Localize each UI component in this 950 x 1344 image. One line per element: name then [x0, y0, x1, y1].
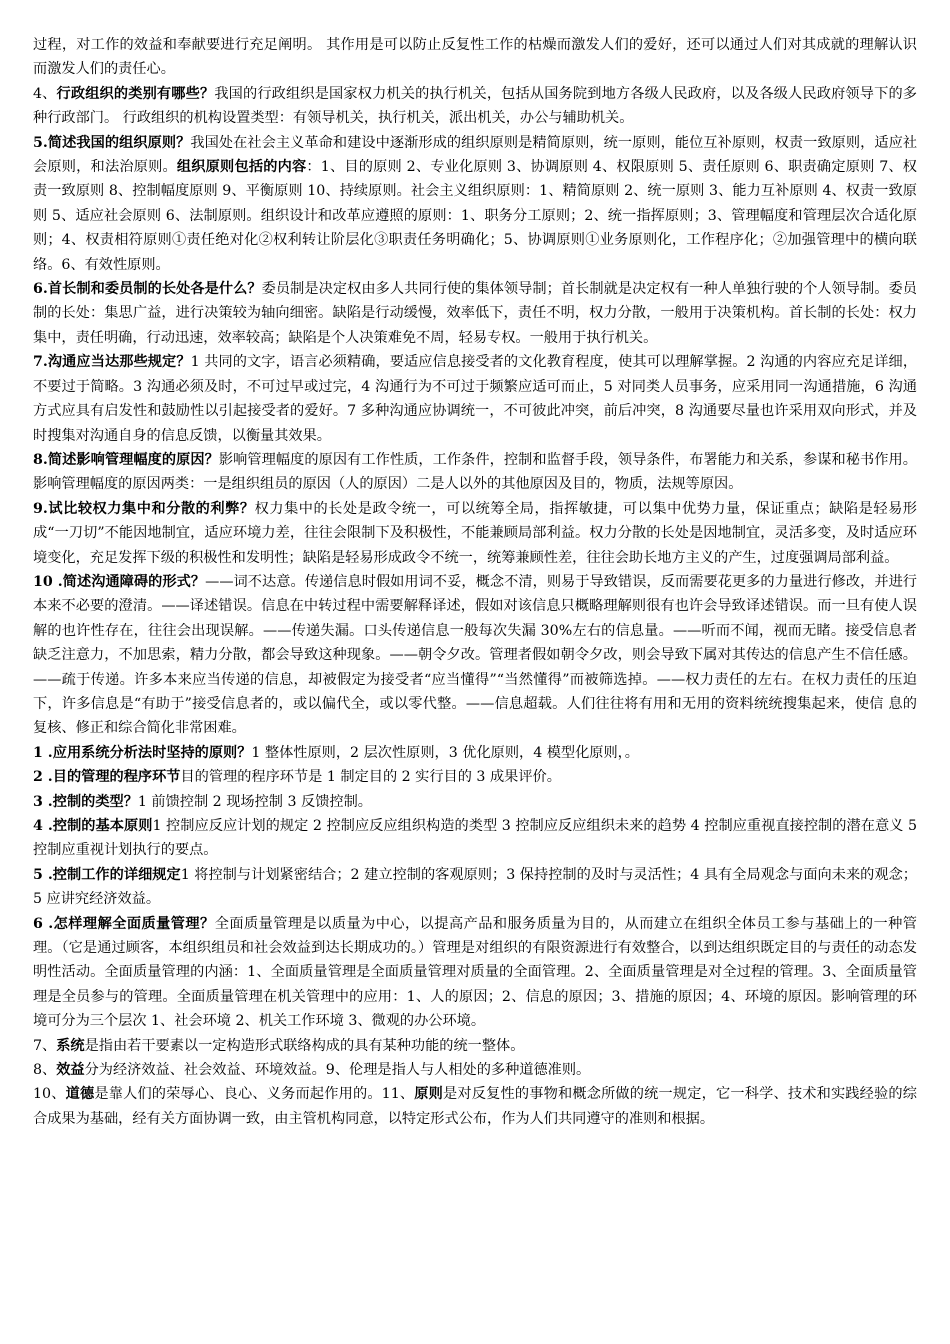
paragraph [33, 814, 917, 863]
body-text: 1 前馈控制 2 现场控制 3 反馈控制。 [137, 793, 372, 810]
body-text: 我国处在社会主义革命和建设中逐渐形成的组织原则是精简原则，统一原则，能位互补原则，权责一致原则，适应社会原则，和法治原则。 [33, 134, 918, 176]
body-text: 权力集中的长处是政令统一，可以统筹全局，指挥敏捷，可以集中优势力量，保证重点；缺陷是轻易形成“一刀切”不能因地制宜，适应环境力差，往往会限制下及积极性，不能兼顾局部利益。权力分散的长处是因地制宜，灵活多变，及时适应环境变化，充足发挥下级的积极性和发明性；缺陷是轻易形成政令不统一，统筹兼顾性差，往往会助长地方主义的产生，过度强调局部利益。 [33, 500, 917, 566]
paragraph [33, 497, 917, 570]
body-text: 全面质量管理是以质量为中心，以提高产品和服务质量为目的，从而建立在组织全体员工参与基础上的一种管理。（它是通过顾客，本组织组员和社会效益到达长期成功的。）管理是对组织的有限资源进行有效整合，以到达组织既定目的与责任的动态发明性活动。全面质量管理的内涵：1、全面质量管理是全面质量管理对质量的全面管理。2、全面质量管理是对全过程的管理。3、全面质量管理是全员参与的管理。全面质量管理在机关管理中的应用：1、人的原因；2、信息的原因；3、措施的原因；4、环境的原因。影响管理的环境可分为三个层次 1、社会环境 2、机关工作环境 3、微观的办公环境。 [33, 915, 917, 1030]
paragraph [33, 790, 917, 814]
question-heading: 9.试比较权力集中和分散的利弊？ [33, 500, 255, 517]
body-text: 是指由若干要素以一定构造形式联络构成的具有某种功能的统一整体。 [84, 1037, 525, 1054]
paragraph [33, 912, 917, 1034]
body-text: 我国的行政组织是国家权力机关的执行机关，包括从国务院到地方各级人民政府，以及各级人民政府领导下的多种行政部门。 行政组织的机构设置类型：有领导机关，执行机关，派出机关，办公与辅助机关。 [33, 85, 917, 127]
question-heading: 10 .简述沟通障碍的形式？ [33, 573, 206, 590]
question-heading: 3 .控制的类型？ [33, 793, 138, 810]
question-heading: 道德 [65, 1086, 95, 1103]
question-heading: 行政组织的类别有哪些？ [56, 85, 215, 102]
paragraph [33, 863, 917, 912]
body-text: ——词不达意。传递信息时假如用词不妥，概念不清，则易于导致错误，反而需要花更多的力量进行修改，并进行本来不必要的澄清。——译述错误。信息在中转过程中需要解释译述，假如对该信息只概略理解则很有也许会导致译述错误。而一旦有使人误解的也许性存在，往往会出现误解。——传递失漏。口头传递信息一般每次失漏 30%左右的信息量。——听而不闻，视而无睹。接受信息者缺乏注意力，不加思索，精力分散，都会导致这种现象。——朝令夕改。管理者假如朝令夕改，则会导致下属对其传达的信息产生不信任感。——疏于传递。许多本来应当传递的信息，却被假定为接受者“应当懂得”“当然懂得”而被筛选掉。——权力责任的左右。在权力责任的压迫下，许多信息是“有助于”接受信息者的，或以偏代全，或以零代整。——信息超载。人们往往将有用和无用的资料统统搜集起来，使信 息的复核、修正和综合简化非常困难。 [33, 573, 917, 737]
question-heading: 4 .控制的基本原则 [33, 818, 153, 834]
paragraph [33, 1034, 917, 1058]
paragraph [33, 33, 917, 82]
body-text: 是靠人们的荣辱心、良心、义务而起作用的。11、 [94, 1086, 415, 1103]
body-text: 10、 [33, 1086, 66, 1103]
question-heading: 系统 [56, 1037, 85, 1054]
body-text: ：1、目的原则 2、专业化原则 3、协调原则 4、权限原则 5、责任原则 6、职责确定原则 7、权责一致原则 8、控制幅度原则 9、平衡原则 10、持续原则。社会主义组织原则：1、精简原则 2、统一原则 3、能力互补原则 4、权责一致原则 5、适应社会原则 6、法制原则。组织设计和改革应遵照的原则：1、职务分工原则；2、统一指挥原则；3、管理幅度和管理层次合适化原则；4、权责相符原则①责任绝对化②权利转让阶层化③职责任务明确化；5、协调原则①业务原则化，工作程序化；②加强管理中的横向联络。6、有效性原则。 [33, 159, 917, 273]
body-text: 7、 [33, 1037, 57, 1054]
paragraph [33, 1082, 917, 1131]
body-text: 1 控制应反应计划的规定 2 控制应反应组织构造的类型 3 控制应反应组织未来的趋势 4 控制应重视直接控制的潜在意义 5 控制应重视计划执行的要点。 [33, 818, 917, 859]
paragraph [33, 277, 917, 350]
body-text: 分为经济效益、社会效益、环境效益。9、伦理是指人与人相处的多种道德准则。 [84, 1062, 591, 1079]
paragraph [33, 448, 917, 497]
question-heading: 5.简述我国的组织原则？ [33, 134, 191, 151]
question-heading: 2 .目的管理的程序环节 [33, 769, 181, 786]
body-text: 委员制是决定权由多人共同行使的集体领导制；首长制就是决定权有一种人单独行驶的个人领导制。委员制的长处：集思广益，进行决策较为轴向细密。缺陷是行动缓慢，效率低下，责任不明，权力分散，一般用于决策机构。首长制的长处：权力集中，责任明确，行动迅速，效率较高；缺陷是个人决策难免不周，轻易专权。一般用于执行机关。 [33, 281, 917, 346]
paragraph [33, 350, 917, 448]
body-text: 8、 [33, 1062, 57, 1079]
question-heading: 组织原则包括的内容 [176, 159, 307, 176]
body-text: 目的管理的程序环节是 1 制定目的 2 实行目的 3 成果评价。 [180, 769, 561, 786]
question-heading: 1 .应用系统分析法时坚持的原则？ [33, 744, 252, 761]
body-text: 1 共同的文字，语言必须精确，要适应信息接受者的文化教育程度，使其可以理解掌握。2 沟通的内容应充足详细，不要过于简略。3 沟通必须及时，不可过早或过完，4 沟通行为不可过于频繁应适可而止，5 对同类人员事务，应采用同一沟通措施，6 沟通方式应具有启发性和鼓励性以引起接受者的爱好。7 多种沟通应协调统一，不可彼此冲突，前后冲突，8 沟通要尽量也许采用双向形式，并及时搜集对沟通自身的信息反馈，以衡量其效果。 [33, 354, 918, 444]
paragraph [33, 570, 917, 741]
body-text: 4、 [33, 85, 57, 102]
body-text: 是对反复性的事物和概念所做的统一规定，它一科学、技术和实践经验的综合成果为基础，经有关方面协调一致，由主管机构同意，以特定形式公布，作为人们共同遵守的准则和根据。 [33, 1086, 917, 1127]
paragraph [33, 741, 917, 765]
paragraph [33, 765, 917, 789]
body-text: 过程，对工作的效益和奉献要进行充足阐明。 其作用是可以防止反复性工作的枯燥而激发人们的爱好，还可以通过人们对其成就的理解认识而激发人们的责任心。 [33, 37, 917, 78]
question-heading: 原则 [414, 1086, 444, 1103]
body-text: 1 整体性原则，2 层次性原则，3 优化原则，4 模型化原则，。 [251, 744, 639, 761]
question-heading: 效益 [56, 1062, 85, 1079]
question-heading: 8.简述影响管理幅度的原因？ [33, 451, 219, 468]
paragraph [33, 131, 917, 277]
question-heading: 5 .控制工作的详细规定 [33, 866, 181, 883]
question-heading: 6 .怎样理解全面质量管理？ [33, 915, 215, 932]
question-heading: 6.首长制和委员制的长处各是什么？ [33, 281, 262, 298]
body-text: 1 将控制与计划紧密结合；2 建立控制的客观原则；3 保持控制的及时与灵活性；4 具有全局观念与面向未来的观念；5 应讲究经济效益。 [33, 866, 917, 908]
question-heading: 7.沟通应当达那些规定？ [33, 354, 191, 371]
body-text: 影响管理幅度的原因有工作性质，工作条件，控制和监督手段，领导条件，布署能力和关系，参谋和秘书作用。影响管理幅度的原因两类：一是组织组员的原因（人的原因）二是人以外的其他原因及目的，物质，法规等原因。 [33, 451, 917, 493]
paragraph [33, 1058, 917, 1082]
document-body [33, 33, 917, 1131]
paragraph [33, 82, 917, 131]
